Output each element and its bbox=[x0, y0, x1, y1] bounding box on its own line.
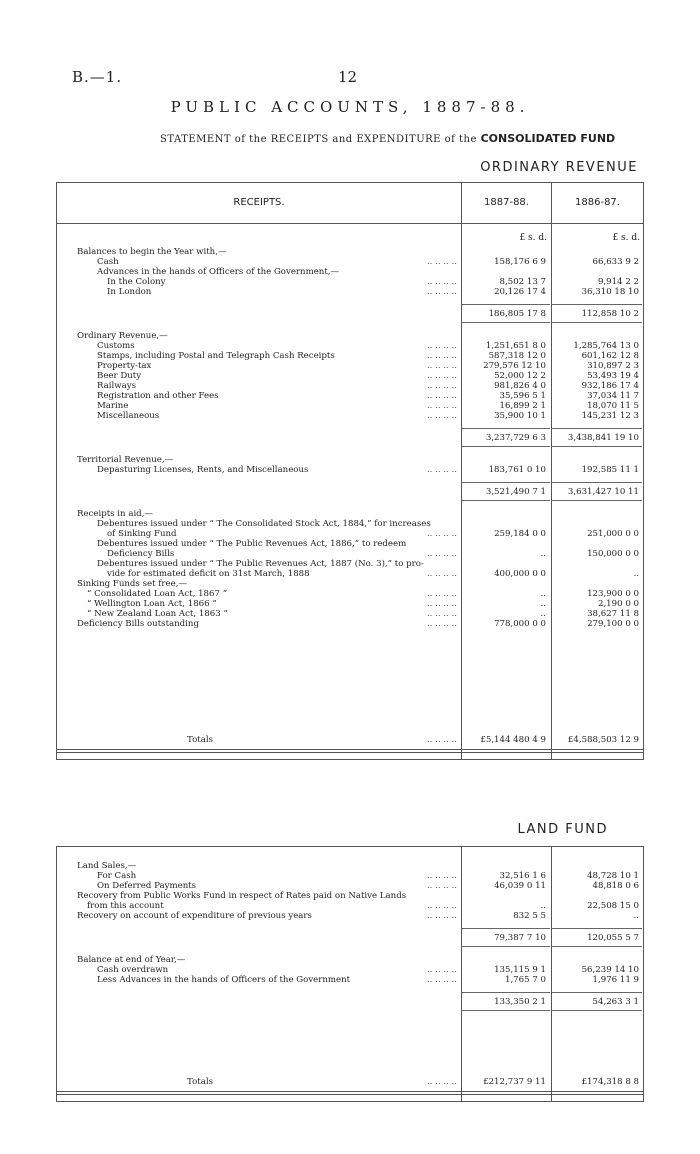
ordinary-row bbox=[57, 401, 643, 411]
ordinary-row bbox=[57, 455, 643, 465]
ordinary-row bbox=[57, 487, 643, 497]
ordinary-amount-1887-88: .. bbox=[540, 609, 546, 619]
land-fund-heading: LAND FUND bbox=[517, 822, 608, 837]
ordinary-amount-1887-88: 20,126 17 4 bbox=[494, 287, 546, 297]
ordinary-row bbox=[57, 509, 643, 519]
ordinary-row bbox=[57, 331, 643, 341]
dot-leader: .. .. .. .. bbox=[426, 391, 457, 401]
ordinary-amount-1887-88: 1,251,651 8 0 bbox=[485, 341, 546, 351]
ordinary-amount-1887-88: 8,502 13 7 bbox=[499, 277, 546, 287]
ordinary-row-label: In the Colony bbox=[107, 277, 166, 287]
ordinary-amount-1886-87: 36,310 18 10 bbox=[581, 287, 639, 297]
land-row-label: Balance at end of Year,— bbox=[77, 955, 186, 965]
ordinary-row-label: Deficiency Bills bbox=[107, 549, 175, 559]
ordinary-amount-1887-88: 35,596 5 1 bbox=[499, 391, 546, 401]
land-row-label: Land Sales,— bbox=[77, 861, 137, 871]
land-row bbox=[57, 861, 643, 871]
ordinary-amount-1886-87: 3,631,427 10 11 bbox=[567, 487, 639, 497]
page-title: PUBLIC ACCOUNTS, 1887-88. bbox=[170, 98, 530, 116]
ordinary-row bbox=[57, 277, 643, 287]
subtotal-rule bbox=[552, 946, 642, 947]
dot-leader: .. .. .. .. bbox=[426, 735, 457, 745]
subtotal-rule bbox=[552, 322, 642, 323]
ordinary-row-label: Miscellaneous bbox=[97, 411, 160, 421]
units-1887-88: £ s. d. bbox=[519, 233, 547, 243]
land-row bbox=[57, 997, 643, 1007]
subtitle-text: STATEMENT of the RECEIPTS and EXPENDITURE of the bbox=[160, 134, 477, 145]
land-totals-row-label: Totals bbox=[187, 1077, 213, 1087]
dot-leader: .. .. .. .. bbox=[426, 965, 457, 975]
land-row-label: Recovery on account of expenditure of previous years bbox=[77, 911, 312, 921]
subtotal-rule bbox=[552, 446, 642, 447]
ordinary-amount-1887-88: 3,521,490 7 1 bbox=[485, 487, 546, 497]
dot-leader: .. .. .. .. bbox=[426, 599, 457, 609]
ordinary-amount-1886-87: 18,070 11 5 bbox=[587, 401, 639, 411]
dot-leader: .. .. .. .. bbox=[426, 381, 457, 391]
ordinary-row bbox=[57, 589, 643, 599]
ordinary-amount-1886-87: 38,627 11 8 bbox=[587, 609, 639, 619]
ordinary-amount-1887-88: 778,000 0 0 bbox=[494, 619, 546, 629]
subtotal-rule bbox=[552, 428, 642, 429]
land-amount-1887-88: .. bbox=[540, 901, 546, 911]
ordinary-row bbox=[57, 559, 643, 569]
land-row bbox=[57, 965, 643, 975]
ordinary-row bbox=[57, 619, 643, 629]
ordinary-row bbox=[57, 361, 643, 371]
subtotal-rule bbox=[552, 928, 642, 929]
land-amount-1886-87: 1,976 11 9 bbox=[592, 975, 639, 985]
ordinary-amount-1886-87: 279,100 0 0 bbox=[587, 619, 639, 629]
ordinary-totals-amount-1886-87: £4,588,503 12 9 bbox=[567, 735, 639, 745]
ordinary-amount-1886-87: 123,900 0 0 bbox=[587, 589, 639, 599]
ordinary-row-label: Debentures issued under “ The Public Revenues Act, 1886,” to redeem bbox=[97, 539, 407, 549]
ordinary-amount-1886-87: 932,186 17 4 bbox=[581, 381, 639, 391]
subtotal-rule bbox=[462, 946, 550, 947]
ordinary-amount-1887-88: 183,761 0 10 bbox=[488, 465, 546, 475]
land-row bbox=[57, 881, 643, 891]
dot-leader: .. .. .. .. bbox=[426, 881, 457, 891]
ordinary-row bbox=[57, 465, 643, 475]
land-row bbox=[57, 911, 643, 921]
ordinary-row bbox=[57, 411, 643, 421]
dot-leader: .. .. .. .. bbox=[426, 569, 457, 579]
ordinary-amount-1886-87: 53,493 19 4 bbox=[587, 371, 639, 381]
land-row-label: For Cash bbox=[97, 871, 137, 881]
ordinary-row-label: Debentures issued under “ The Consolidated Stock Act, 1884,” for increases bbox=[97, 519, 431, 529]
land-totals-amount-1886-87: £174,318 8 8 bbox=[581, 1077, 639, 1087]
land-amount-1887-88: 32,516 1 6 bbox=[499, 871, 546, 881]
land-row bbox=[57, 955, 643, 965]
ordinary-row-label: Ordinary Revenue,— bbox=[77, 331, 168, 341]
land-amount-1886-87: 48,728 10 1 bbox=[587, 871, 639, 881]
ordinary-amount-1887-88: .. bbox=[540, 549, 546, 559]
ordinary-revenue-table bbox=[56, 182, 644, 760]
land-amount-1886-87: 48,818 0 6 bbox=[592, 881, 639, 891]
land-row bbox=[57, 871, 643, 881]
document-reference: B.—1. bbox=[72, 68, 123, 86]
subtotal-rule bbox=[552, 1010, 642, 1011]
subtotal-rule bbox=[462, 322, 550, 323]
ordinary-amount-1887-88: 52,000 12 2 bbox=[494, 371, 546, 381]
ordinary-amount-1886-87: 37,034 11 7 bbox=[587, 391, 639, 401]
subtotal-rule bbox=[462, 428, 550, 429]
ordinary-row-label: Marine bbox=[97, 401, 129, 411]
ordinary-row-label: “ New Zealand Loan Act, 1863 ” bbox=[87, 609, 228, 619]
ordinary-amount-1886-87: .. bbox=[633, 569, 639, 579]
land-row bbox=[57, 901, 643, 911]
dot-leader: .. .. .. .. bbox=[426, 529, 457, 539]
dot-leader: .. .. .. .. bbox=[426, 411, 457, 421]
subtotal-rule bbox=[462, 500, 550, 501]
ordinary-amount-1887-88: 16,899 2 1 bbox=[499, 401, 546, 411]
land-amount-1887-88: 135,115 9 1 bbox=[494, 965, 546, 975]
ordinary-row bbox=[57, 341, 643, 351]
land-amount-1886-87: 22,508 15 0 bbox=[587, 901, 639, 911]
ordinary-amount-1887-88: .. bbox=[540, 589, 546, 599]
ordinary-amount-1887-88: 3,237,729 6 3 bbox=[485, 433, 546, 443]
ordinary-row-label: Depasturing Licenses, Rents, and Miscellaneous bbox=[97, 465, 309, 475]
ordinary-amount-1887-88: 587,318 12 0 bbox=[488, 351, 546, 361]
ordinary-row-label: vide for estimated deficit on 31st March, 1888 bbox=[107, 569, 310, 579]
ordinary-row bbox=[57, 309, 643, 319]
dot-leader: .. .. .. .. bbox=[426, 465, 457, 475]
ordinary-amount-1887-88: .. bbox=[540, 599, 546, 609]
ordinary-amount-1886-87: 2,190 0 0 bbox=[597, 599, 639, 609]
dot-leader: .. .. .. .. bbox=[426, 287, 457, 297]
land-row-label: Less Advances in the hands of Officers of the Government bbox=[97, 975, 351, 985]
dot-leader: .. .. .. .. bbox=[426, 1077, 457, 1087]
ordinary-amount-1887-88: 259,184 0 0 bbox=[494, 529, 546, 539]
subtotal-rule bbox=[552, 482, 642, 483]
ordinary-row-label: Deficiency Bills outstanding bbox=[77, 619, 199, 629]
land-row-label: On Deferred Payments bbox=[97, 881, 197, 891]
ordinary-row-label: Customs bbox=[97, 341, 135, 351]
ordinary-row-label: Beer Duty bbox=[97, 371, 142, 381]
dot-leader: .. .. .. .. bbox=[426, 901, 457, 911]
ordinary-row bbox=[57, 519, 643, 529]
ordinary-amount-1887-88: 279,576 12 10 bbox=[483, 361, 546, 371]
subtotal-rule bbox=[462, 446, 550, 447]
ordinary-row-label: Receipts in aid,— bbox=[77, 509, 154, 519]
ordinary-row bbox=[57, 569, 643, 579]
ordinary-row bbox=[57, 381, 643, 391]
ordinary-row-label: Property-tax bbox=[97, 361, 152, 371]
statement-subtitle bbox=[160, 132, 615, 145]
ordinary-row-label: Advances in the hands of Officers of the Government,— bbox=[97, 267, 340, 277]
ordinary-row-label: Debentures issued under “ The Public Revenues Act, 1887 (No. 3),” to pro- bbox=[97, 559, 424, 569]
column-header-1887-88: 1887-88. bbox=[484, 197, 529, 208]
ordinary-row bbox=[57, 267, 643, 277]
ordinary-totals-amount-1887-88: £5,144 480 4 9 bbox=[480, 735, 546, 745]
ordinary-amount-1887-88: 158,176 6 9 bbox=[494, 257, 546, 267]
ordinary-amount-1886-87: 192,585 11 1 bbox=[581, 465, 639, 475]
land-row bbox=[57, 933, 643, 943]
units-1886-87: £ s. d. bbox=[612, 233, 640, 243]
land-totals-row bbox=[57, 1077, 643, 1087]
ordinary-row bbox=[57, 247, 643, 257]
column-header-receipts: RECEIPTS. bbox=[233, 197, 285, 208]
ordinary-row bbox=[57, 257, 643, 267]
dot-leader: .. .. .. .. bbox=[426, 371, 457, 381]
land-totals-amount-1887-88: £212,737 9 11 bbox=[483, 1077, 546, 1087]
ordinary-row bbox=[57, 599, 643, 609]
dot-leader: .. .. .. .. bbox=[426, 871, 457, 881]
land-amount-1887-88: 46,039 0 11 bbox=[494, 881, 546, 891]
land-fund-table bbox=[56, 846, 644, 1102]
ordinary-row bbox=[57, 351, 643, 361]
ordinary-row-label: Registration and other Fees bbox=[97, 391, 219, 401]
ordinary-amount-1887-88: 400,000 0 0 bbox=[494, 569, 546, 579]
dot-leader: .. .. .. .. bbox=[426, 351, 457, 361]
dot-leader: .. .. .. .. bbox=[426, 257, 457, 267]
ordinary-amount-1886-87: 9,914 2 2 bbox=[597, 277, 639, 287]
land-row-label: from this account bbox=[87, 901, 164, 911]
dot-leader: .. .. .. .. bbox=[426, 361, 457, 371]
land-amount-1887-88: 832 5 5 bbox=[513, 911, 546, 921]
ordinary-row-label: Territorial Revenue,— bbox=[77, 455, 174, 465]
subtotal-rule bbox=[552, 992, 642, 993]
ordinary-amount-1886-87: 150,000 0 0 bbox=[587, 549, 639, 559]
ordinary-amount-1887-88: 186,805 17 8 bbox=[488, 309, 546, 319]
ordinary-amount-1886-87: 3,438,841 19 10 bbox=[567, 433, 639, 443]
land-amount-1886-87: 120,055 5 7 bbox=[587, 933, 639, 943]
ordinary-amount-1886-87: 1,285,764 13 0 bbox=[573, 341, 639, 351]
dot-leader: .. .. .. .. bbox=[426, 911, 457, 921]
land-amount-1886-87: 56,239 14 10 bbox=[581, 965, 639, 975]
land-row bbox=[57, 891, 643, 901]
dot-leader: .. .. .. .. bbox=[426, 975, 457, 985]
dot-leader: .. .. .. .. bbox=[426, 549, 457, 559]
subtotal-rule bbox=[462, 1010, 550, 1011]
page-number: 12 bbox=[338, 68, 358, 86]
ordinary-totals-row bbox=[57, 735, 643, 745]
subtotal-rule bbox=[462, 928, 550, 929]
ordinary-amount-1887-88: 981,826 4 0 bbox=[494, 381, 546, 391]
subtotal-rule bbox=[552, 304, 642, 305]
subtotal-rule bbox=[462, 304, 550, 305]
ordinary-row-label: Sinking Funds set free,— bbox=[77, 579, 188, 589]
ordinary-row-label: “ Wellington Loan Act, 1866 ” bbox=[87, 599, 217, 609]
ordinary-row bbox=[57, 391, 643, 401]
ordinary-amount-1886-87: 145,231 12 3 bbox=[581, 411, 639, 421]
dot-leader: .. .. .. .. bbox=[426, 341, 457, 351]
ordinary-row-label: Stamps, including Postal and Telegraph Cash Receipts bbox=[97, 351, 335, 361]
subtotal-rule bbox=[462, 482, 550, 483]
subtotal-rule bbox=[462, 992, 550, 993]
land-row-label: Recovery from Public Works Fund in respect of Rates paid on Native Lands bbox=[77, 891, 407, 901]
ordinary-amount-1886-87: 251,000 0 0 bbox=[587, 529, 639, 539]
subtitle-emphasis: CONSOLIDATED FUND bbox=[480, 132, 616, 145]
land-row-label: Cash overdrawn bbox=[97, 965, 169, 975]
ordinary-row-label: Railways bbox=[97, 381, 137, 391]
ordinary-amount-1886-87: 601,162 12 8 bbox=[581, 351, 639, 361]
ordinary-row-label: “ Consolidated Loan Act, 1867 ” bbox=[87, 589, 228, 599]
column-header-1886-87: 1886-87. bbox=[575, 197, 620, 208]
ordinary-amount-1886-87: 112,858 10 2 bbox=[581, 309, 639, 319]
ordinary-revenue-heading: ORDINARY REVENUE bbox=[480, 160, 638, 175]
ordinary-row bbox=[57, 579, 643, 589]
ordinary-amount-1887-88: 35,900 10 1 bbox=[494, 411, 546, 421]
land-amount-1886-87: .. bbox=[633, 911, 639, 921]
ordinary-row-label: Balances to begin the Year with,— bbox=[77, 247, 227, 257]
ordinary-row bbox=[57, 287, 643, 297]
ordinary-row-label: In London bbox=[107, 287, 152, 297]
ordinary-amount-1886-87: 310,897 2 3 bbox=[587, 361, 639, 371]
dot-leader: .. .. .. .. bbox=[426, 401, 457, 411]
dot-leader: .. .. .. .. bbox=[426, 609, 457, 619]
ordinary-row bbox=[57, 371, 643, 381]
ordinary-row-label: of Sinking Fund bbox=[107, 529, 177, 539]
ordinary-row bbox=[57, 433, 643, 443]
ordinary-row bbox=[57, 529, 643, 539]
ordinary-row bbox=[57, 549, 643, 559]
land-amount-1887-88: 1,765 7 0 bbox=[504, 975, 546, 985]
land-amount-1887-88: 133,350 2 1 bbox=[494, 997, 546, 1007]
dot-leader: .. .. .. .. bbox=[426, 277, 457, 287]
land-amount-1886-87: 54,263 3 1 bbox=[592, 997, 639, 1007]
ordinary-row bbox=[57, 609, 643, 619]
dot-leader: .. .. .. .. bbox=[426, 589, 457, 599]
subtotal-rule bbox=[552, 500, 642, 501]
ordinary-row bbox=[57, 539, 643, 549]
ordinary-row-label: Cash bbox=[97, 257, 119, 267]
dot-leader: .. .. .. .. bbox=[426, 619, 457, 629]
ordinary-amount-1886-87: 66,633 9 2 bbox=[592, 257, 639, 267]
land-row bbox=[57, 975, 643, 985]
ordinary-totals-row-label: Totals bbox=[187, 735, 213, 745]
land-amount-1887-88: 79,387 7 10 bbox=[494, 933, 546, 943]
